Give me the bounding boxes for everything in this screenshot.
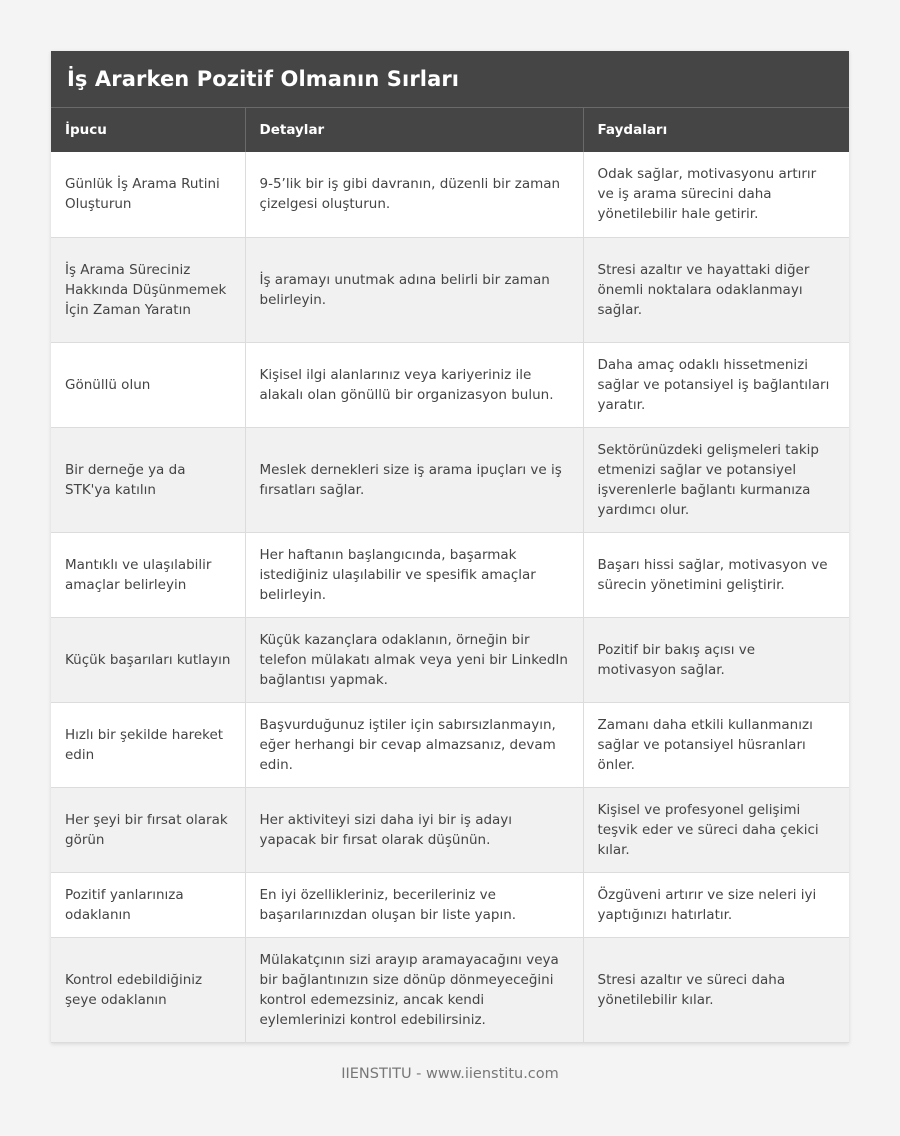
cell-benefits: Özgüveni artırır ve size neleri iyi yaptığınızı hatırlatır. [583, 873, 849, 938]
cell-tip: Gönüllü olun [51, 343, 245, 428]
table-row [51, 152, 849, 238]
cell-tip: Günlük İş Arama Rutini Oluşturun [51, 152, 245, 238]
column-header-tip: İpucu [51, 108, 245, 152]
table-row [51, 873, 849, 938]
cell-details: Mülakatçının sizi arayıp aramayacağını veya bir bağlantınızın size dönüp dönmeyeceğini kontrol edemezsiniz, ancak kendi eylemlerinizi kontrol edebilirsiniz. [245, 938, 583, 1043]
cell-tip: İş Arama Süreciniz Hakkında Düşünmemek İçin Zaman Yaratın [51, 238, 245, 343]
cell-tip: Hızlı bir şekilde hareket edin [51, 703, 245, 788]
cell-details: Başvurduğunuz iştiler için sabırsızlanmayın, eğer herhangi bir cevap almazsanız, devam edin. [245, 703, 583, 788]
page-title: İş Ararken Pozitif Olmanın Sırları [67, 67, 460, 91]
title-bar [51, 51, 849, 107]
cell-details: Meslek dernekleri size iş arama ipuçları ve iş fırsatları sağlar. [245, 428, 583, 533]
cell-tip: Pozitif yanlarınıza odaklanın [51, 873, 245, 938]
cell-details: Küçük kazançlara odaklanın, örneğin bir telefon mülakatı almak veya yeni bir LinkedIn bağlantısı yapmak. [245, 618, 583, 703]
table-row [51, 703, 849, 788]
footer-credit: IIENSTITU - www.iienstitu.com [341, 1066, 559, 1082]
table-row [51, 238, 849, 343]
cell-benefits: Odak sağlar, motivasyonu artırır ve iş arama sürecini daha yönetilebilir hale getirir. [583, 152, 849, 238]
cell-benefits: Pozitif bir bakış açısı ve motivasyon sağlar. [583, 618, 849, 703]
cell-benefits: Başarı hissi sağlar, motivasyon ve sürecin yönetimini geliştirir. [583, 533, 849, 618]
cell-tip: Küçük başarıları kutlayın [51, 618, 245, 703]
table-row [51, 343, 849, 428]
cell-details: İş aramayı unutmak adına belirli bir zaman belirleyin. [245, 238, 583, 343]
table-row [51, 618, 849, 703]
cell-tip: Kontrol edebildiğiniz şeye odaklanın [51, 938, 245, 1043]
table-row [51, 428, 849, 533]
tips-table [51, 107, 849, 1043]
table-row [51, 533, 849, 618]
cell-benefits: Kişisel ve profesyonel gelişimi teşvik eder ve süreci daha çekici kılar. [583, 788, 849, 873]
cell-details: 9-5’lik bir iş gibi davranın, düzenli bir zaman çizelgesi oluşturun. [245, 152, 583, 238]
column-header-details: Detaylar [245, 108, 583, 152]
table-row [51, 788, 849, 873]
cell-tip: Her şeyi bir fırsat olarak görün [51, 788, 245, 873]
cell-tip: Bir derneğe ya da STK'ya katılın [51, 428, 245, 533]
cell-benefits: Daha amaç odaklı hissetmenizi sağlar ve potansiyel iş bağlantıları yaratır. [583, 343, 849, 428]
cell-benefits: Sektörünüzdeki gelişmeleri takip etmenizi sağlar ve potansiyel işverenlerle bağlantı kurmanıza yardımcı olur. [583, 428, 849, 533]
cell-tip: Mantıklı ve ulaşılabilir amaçlar belirleyin [51, 533, 245, 618]
cell-details: En iyi özellikleriniz, becerileriniz ve başarılarınızdan oluşan bir liste yapın. [245, 873, 583, 938]
cell-benefits: Stresi azaltır ve hayattaki diğer önemli noktalara odaklanmayı sağlar. [583, 238, 849, 343]
table-body [51, 152, 849, 1043]
cell-benefits: Stresi azaltır ve süreci daha yönetilebilir kılar. [583, 938, 849, 1043]
table-row [51, 938, 849, 1043]
cell-details: Kişisel ilgi alanlarınız veya kariyeriniz ile alakalı olan gönüllü bir organizasyon bulun. [245, 343, 583, 428]
tips-card [51, 51, 849, 1043]
cell-details: Her haftanın başlangıcında, başarmak istediğiniz ulaşılabilir ve spesifik amaçlar belirleyin. [245, 533, 583, 618]
table-header [51, 108, 849, 152]
cell-details: Her aktiviteyi sizi daha iyi bir iş adayı yapacak bir fırsat olarak düşünün. [245, 788, 583, 873]
cell-benefits: Zamanı daha etkili kullanmanızı sağlar ve potansiyel hüsranları önler. [583, 703, 849, 788]
column-header-benefits: Faydaları [583, 108, 849, 152]
